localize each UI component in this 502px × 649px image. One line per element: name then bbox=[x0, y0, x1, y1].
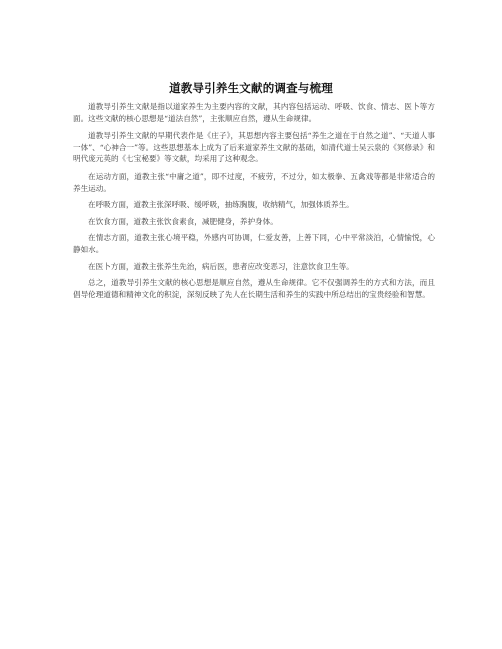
paragraph-exercise: 在运动方面，道教主张“中庸之道”，即不过度，不疲劳，不过分，如太极拳、五禽戏等都是非常适合的养生运动。 bbox=[73, 171, 435, 193]
paragraph-breathing: 在呼吸方面，道教主张深呼吸、缓呼吸，抽练胸腹，收纳精气，加强体质养生。 bbox=[88, 200, 354, 210]
paragraph-medicine: 在医卜方面，道教主张养生先治，病后医，患者应改变恶习，注意饮食卫生等。 bbox=[88, 261, 354, 271]
paragraph-diet: 在饮食方面，道教主张饮食素食，减肥健身，养护身体。 bbox=[88, 216, 278, 226]
document-title: 道教导引养生文献的调查与梳理 bbox=[169, 81, 333, 95]
paragraph-early-works: 道教导引养生文献的早期代表作是《庄子》，其思想内容主要包括“养生之道在于自然之道”、“天道人事一体”、“心神合一”等。这些思想基本上成为了后来道家养生文献的基础，如清代道士吴云泉的《冥修录》和明代庞元英的《七宝秘要》等文献，均采用了这种观念。 bbox=[73, 131, 435, 164]
paragraph-intro: 道教导引养生文献是指以道家养生为主要内容的文献，其内容包括运动、呼吸、饮食、情志、医卜等方面。这些文献的核心思想是“道法自然”，主张顺应自然，遵从生命规律。 bbox=[73, 102, 435, 123]
document-body bbox=[73, 101, 435, 305]
paragraph-emotion: 在情志方面，道教主张心境平稳，外感内可协调，仁爱友善，上善下同，心中平常淡泊，心情愉悦，心静如水。 bbox=[73, 233, 435, 254]
paragraph-conclusion: 总之，道教导引养生文献的核心思想是顺应自然，遵从生命规律。它不仅强调养生的方式和方法，而且倡导伦理道德和精神文化的积淀，深刻反映了先人在长期生活和养生的实践中所总结出的宝贵经验和智慧。 bbox=[73, 278, 435, 299]
